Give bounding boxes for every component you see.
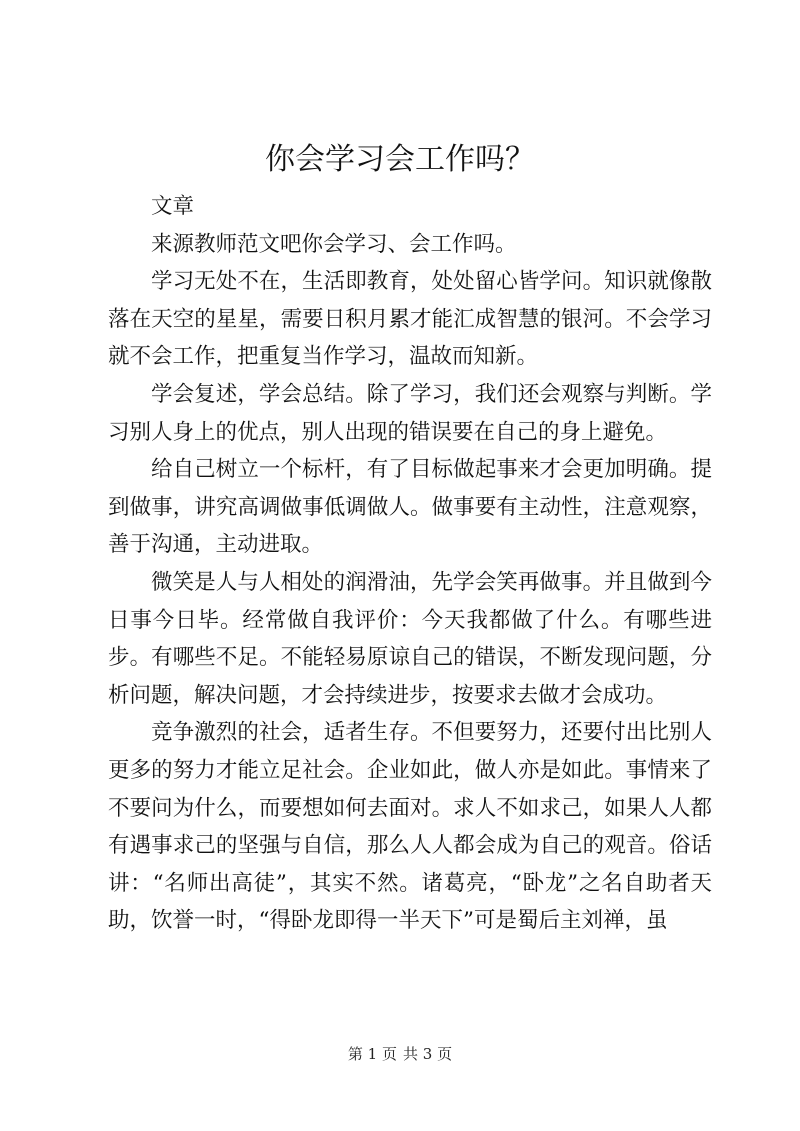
page-total: 共 3 页: [403, 1045, 453, 1063]
paragraph: 微笑是人与人相处的润滑油，先学会笑再做事。并且做到今日事今日毕。经常做自我评价：今天我都做了什么。有哪些进步。有哪些不足。不能轻易原谅自己的错误，不断发现问题，分析问题，解决问题，才会持续进步，按要求去做才会成功。: [108, 569, 712, 708]
paragraph: 文章: [151, 194, 195, 219]
paragraph: 竞争激烈的社会，适者生存。不但要努力，还要付出比别人更多的努力才能立足社会。企业如此，做人亦是如此。事情来了不要问为什么，而要想如何去面对。求人不如求己，如果人人都有遇事求己的坚强与自信，那么人人都会成为自己的观音。俗话讲：“名师出高徒”，其实不然。诸葛亮，“卧龙”之名自助者天助，饮誉一时，“得卧龙即得一半天下”可是蜀后主刘禅，虽: [108, 720, 712, 934]
document-body: [108, 188, 712, 940]
paragraph: 给自己树立一个标杆，有了目标做起事来才会更加明确。提到做事，讲究高调做事低调做人。做事要有主动性，注意观察，善于沟通，主动进取。: [108, 457, 712, 558]
document-title: 你会学习会工作吗？: [265, 142, 535, 177]
page-footer: [0, 1044, 800, 1064]
paragraph: 来源教师范文吧你会学习、会工作吗。: [151, 231, 517, 257]
paragraph: 学会复述，学会总结。除了学习，我们还会观察与判断。学习别人身上的优点，别人出现的错误要在自己的身上避免。: [108, 381, 712, 445]
page-number: 第 1 页: [347, 1045, 397, 1063]
paragraph: 学习无处不在，生活即教育，处处留心皆学问。知识就像散落在天空的星星，需要日积月累才能汇成智慧的银河。不会学习就不会工作，把重复当作学习，温故而知新。: [108, 269, 712, 370]
